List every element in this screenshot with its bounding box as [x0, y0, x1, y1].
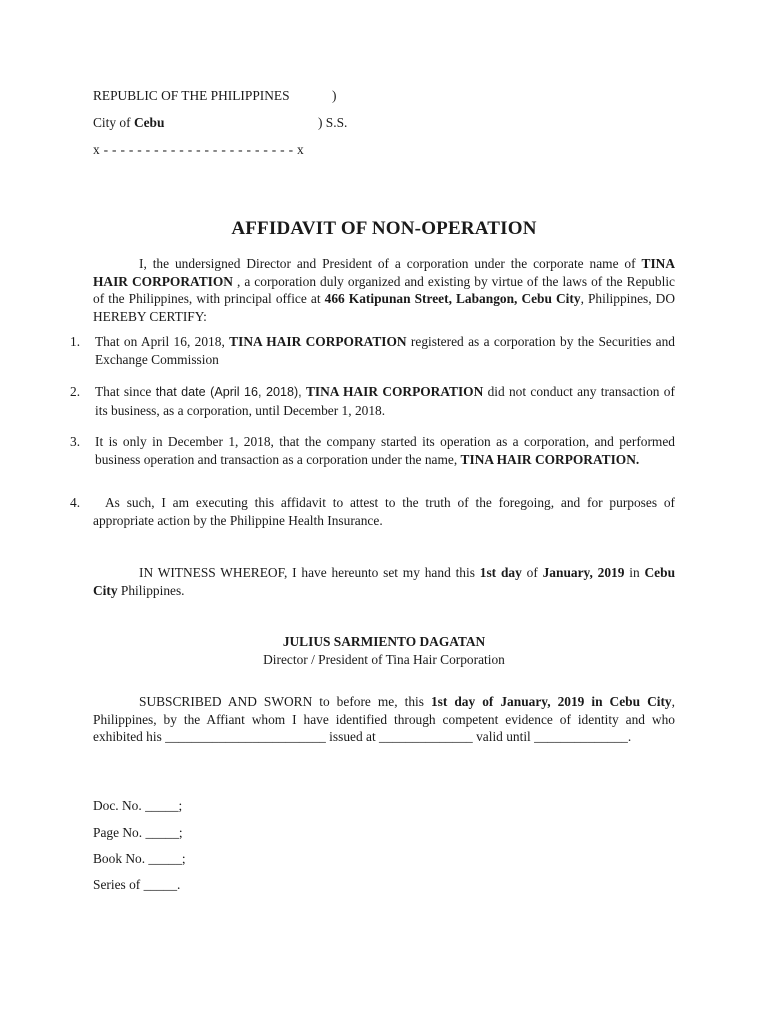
item-1-number: 1. — [70, 334, 81, 349]
caption-republic-line — [93, 87, 290, 105]
item-2-text-a: That since — [95, 384, 152, 399]
item-3-text-a: It is only in December 1, 2018, that the company started its operation as a corporation, and performed business operation and transaction as a corporation under the name, — [95, 434, 675, 467]
doc-no: Doc. No. _____; — [93, 798, 183, 813]
item-4: As such, I am executing this affidavit to attest to the truth of the foregoing, and for purposes of appropriate action by the Philippine Health Insurance. — [93, 495, 675, 528]
item-3-number: 3. — [70, 434, 81, 449]
caption-republic: REPUBLIC OF THE PHILIPPINES — [93, 88, 290, 103]
caption-separator: x - - - - - - - - - - - - - - - - - - - - - - - x — [93, 142, 304, 157]
item-1 — [95, 333, 675, 368]
caption-ss: ) S.S. — [318, 115, 348, 130]
item-3 — [95, 433, 675, 468]
witness-month-year: January, 2019 — [542, 565, 625, 580]
item-2-corp: TINA HAIR CORPORATION — [305, 384, 484, 399]
witness-of: of — [526, 565, 538, 580]
book-no: Book No. _____; — [93, 851, 186, 866]
caption-city: Cebu — [133, 115, 165, 130]
signatory-position: Director / President of Tina Hair Corporation — [263, 652, 505, 667]
witness-city: Cebu City — [93, 565, 676, 598]
item-4-number: 4. — [70, 495, 81, 510]
item-3-corp: TINA HAIR CORPORATION. — [460, 451, 640, 467]
item-2-text-b: did not conduct any transaction of its business, as a corporation, until December 1, 2018. — [95, 384, 675, 418]
item-1-text-a: That on April 16, 2018, — [95, 334, 225, 349]
witness-paragraph — [93, 564, 675, 599]
witness-text-1: IN WITNESS WHEREOF, I have hereunto set my hand this — [139, 565, 475, 580]
witness-in: in — [629, 565, 640, 580]
intro-paragraph — [93, 255, 675, 325]
signatory-name: JULIUS SARMIENTO DAGATAN — [282, 634, 486, 649]
jurat-date: 1st day of January, 2019 in Cebu City — [430, 694, 672, 709]
item-2-number: 2. — [70, 384, 81, 399]
intro-text-1: I, the undersigned Director and President of a corporation under the corporate name of — [139, 256, 636, 271]
item-1-corp: TINA HAIR CORPORATION — [229, 334, 407, 349]
intro-corp-name: TINA HAIR CORPORATION — [93, 256, 675, 289]
intro-text-2: , a corporation duly organized and existing by virtue of the laws of the Republic of the Philippines, with principal office at — [93, 273, 675, 306]
caption-city-prefix: City of — [93, 115, 131, 130]
caption-city-line — [93, 114, 164, 132]
jurat-text-2: , Philippines, by the Affiant whom I have identified through competent evidence of identity and who exhibited his ________________________ issued at ______________ valid until ______________. — [93, 694, 675, 744]
item-2-date: that date (April 16, 2018), — [155, 385, 302, 399]
witness-day: 1st day — [479, 565, 522, 580]
witness-text-2: Philippines. — [120, 582, 185, 598]
item-1-text-b: registered as a corporation by the Securities and Exchange Commission — [95, 334, 675, 367]
page-no: Page No. _____; — [93, 825, 183, 840]
jurat-text-1: SUBSCRIBED AND SWORN to before me, this — [139, 694, 424, 709]
series-of: Series of _____. — [93, 877, 181, 892]
jurat-paragraph — [93, 693, 675, 746]
document-title: AFFIDAVIT OF NON-OPERATION — [231, 218, 537, 239]
intro-text-3: , Philippines, DO HEREBY CERTIFY: — [93, 291, 675, 324]
item-2 — [95, 383, 675, 419]
intro-address: 466 Katipunan Street, Labangon, Cebu City — [324, 291, 581, 306]
caption-paren: ) — [332, 88, 337, 103]
